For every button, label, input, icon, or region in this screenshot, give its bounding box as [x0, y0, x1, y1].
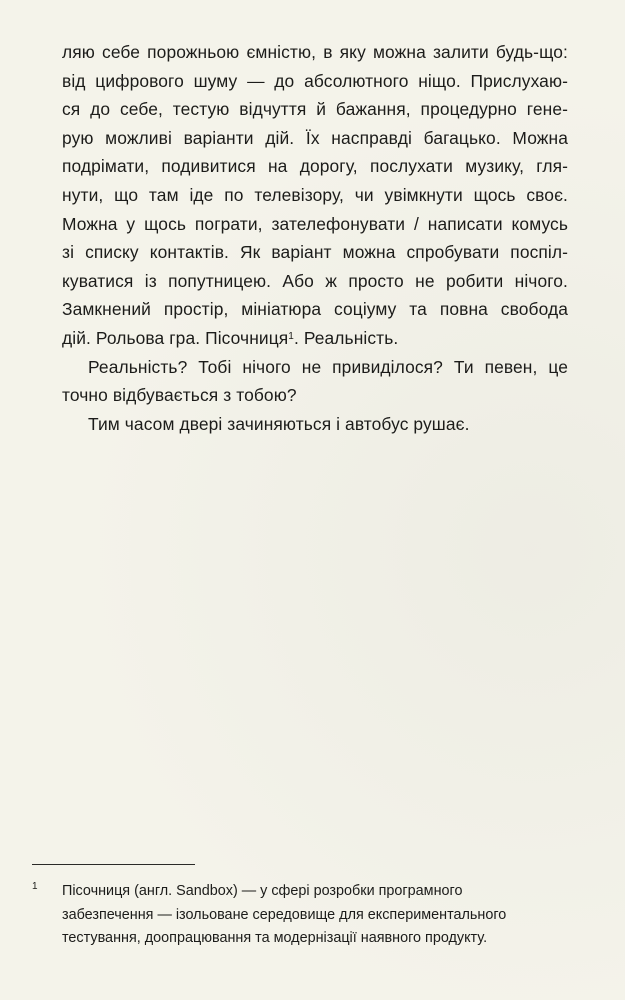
text-line — [62, 324, 568, 353]
main-text — [62, 38, 568, 438]
text-line: Можна у щось пограти, зателефонувати / написати комусь — [62, 213, 568, 234]
footnote-number: 1 — [32, 881, 38, 892]
text-line: Замкнений простір, мініатюра соціуму та повна свобода — [62, 299, 568, 320]
footnote-line: Пісочниця (англ. Sandbox) — у сфері розробки програмного — [62, 883, 463, 899]
footnote-divider — [32, 864, 195, 865]
footnote-text — [62, 880, 554, 951]
text-line: Тим часом двері зачиняються і автобус рушає. — [88, 413, 470, 434]
text-fragment: . Реальність. — [293, 327, 399, 348]
text-fragment: дій. Рольова гра. Пісочниця — [62, 327, 289, 348]
footnote-line: забезпечення — ізольоване середовище для експериментального — [62, 906, 507, 923]
text-line: нути, що там іде по телевізору, чи увімкнути щось своє. — [62, 184, 568, 205]
text-line: зі списку контактів. Як варіант можна спробувати поспіл- — [62, 242, 568, 263]
footnote-reference[interactable]: 1 — [288, 330, 294, 342]
text-line: рую можливі варіанти дій. Їх насправді багацько. Можна — [62, 127, 568, 148]
text-line: точно відбувається з тобою? — [62, 385, 297, 406]
text-line: від цифрового шуму — до абсолютного ніщо. Прислухаю- — [62, 70, 568, 91]
text-line: ляю себе порожньою ємністю, в яку можна залити будь-що: — [62, 42, 568, 62]
text-line: подрімати, подивитися на дорогу, послухати музику, гля- — [62, 156, 568, 177]
text-line: Реальність? Тобі нічого не привиділося? Ти певен, це — [88, 356, 568, 377]
text-line: ся до себе, тестую відчуття й бажання, процедурно гене- — [62, 99, 568, 120]
text-line: куватися із попутницею. Або ж просто не робити нічого. — [62, 270, 568, 291]
footnote-line: тестування, доопрацювання та модернізації наявного продукту. — [62, 930, 488, 947]
